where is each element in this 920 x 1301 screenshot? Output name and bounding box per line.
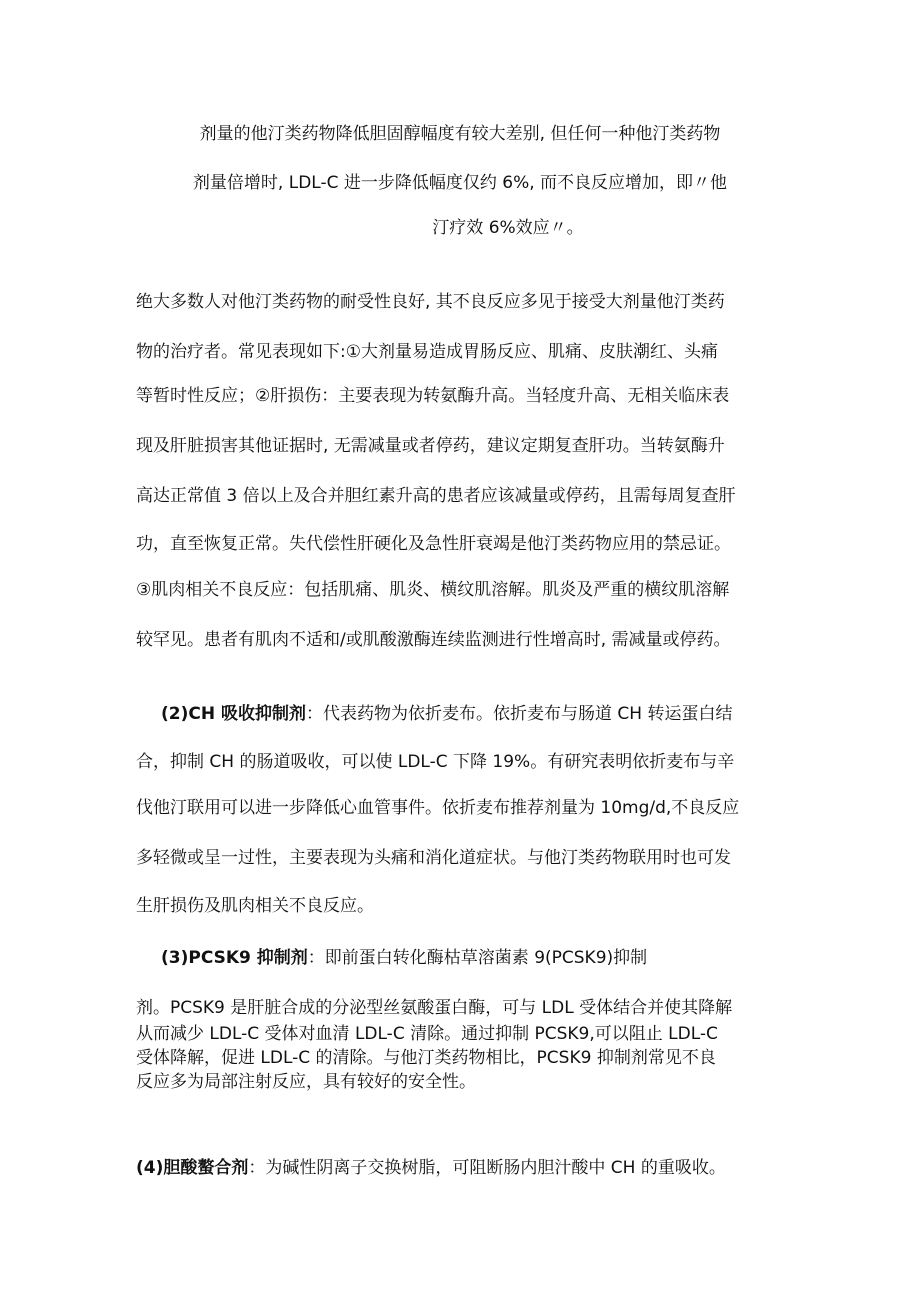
paragraph-1-line: 物的治疗者。常见表现如下:①大剂量易造成胃肠反应、肌痛、皮肤潮红、头痛: [136, 342, 718, 362]
intro-line-3: 汀疗效 6%效应〃。: [432, 218, 584, 238]
paragraph-2-line: 合，抑制 CH 的肠道吸收，可以使 LDL-C 下降 19%。有研究表明依折麦布与辛: [136, 752, 735, 772]
paragraph-3-line: 受体降解，促进 LDL-C 的清除。与他汀类药物相比，PCSK9 抑制剂常见不良: [136, 1048, 716, 1068]
paragraph-1-line: 高达正常值 3 倍以上及合并胆红素升高的患者应该减量或停药，且需每周复查肝: [136, 486, 736, 506]
paragraph-2-first-line: (2)CH 吸收抑制剂：代表药物为依折麦布。依折麦布与肠道 CH 转运蛋白结: [161, 704, 733, 724]
paragraph-1-line: 绝大多数人对他汀类药物的耐受性良好, 其不良反应多见于接受大剂量他汀类药: [136, 292, 725, 312]
paragraph-2-line: 伐他汀联用可以进一步降低心血管事件。依折麦布推荐剂量为 10mg/d,不良反应: [136, 798, 740, 818]
intro-line-2: 剂量倍增时, LDL-C 进一步降低幅度仅约 6%, 而不良反应增加，即〃他: [192, 173, 728, 193]
paragraph-3-line: 反应多为局部注射反应，具有较好的安全性。: [136, 1072, 476, 1092]
paragraph-2-line: 多轻微或呈一过性，主要表现为头痛和消化道症状。与他汀类药物联用时也可发: [136, 848, 731, 868]
intro-line-1: 剂量的他汀类药物降低胆固醇幅度有较大差别, 但任何一种他汀类药物: [199, 124, 721, 144]
paragraph-2-line: 生肝损伤及肌肉相关不良反应。: [136, 896, 374, 916]
section-heading-ch-absorption: (2)CH 吸收抑制剂: [161, 704, 306, 724]
paragraph-4-first-line: (4)胆酸螯合剂：为碱性阴离子交换树脂，可阻断肠内胆汁酸中 CH 的重吸收。: [136, 1158, 726, 1178]
section-heading-bile-acid: (4)胆酸螯合剂: [136, 1158, 249, 1178]
section-heading-pcsk9: (3)PCSK9 抑制剂: [161, 948, 308, 968]
paragraph-1-line: 较罕见。患者有肌肉不适和/或肌酸激酶连续监测进行性增高时, 需减量或停药。: [136, 630, 731, 650]
paragraph-1-line: 现及肝脏损害其他证据时, 无需减量或者停药，建议定期复查肝功。当转氨酶升: [136, 436, 725, 456]
paragraph-1-line: 等暂时性反应；②肝损伤：主要表现为转氨酶升高。当轻度升高、无相关临床表: [136, 386, 730, 406]
paragraph-3-line: 剂。PCSK9 是肝脏合成的分泌型丝氨酸蛋白酶，可与 LDL 受体结合并使其降解: [136, 998, 733, 1018]
paragraph-3-first-line: (3)PCSK9 抑制剂：即前蛋白转化酶枯草溶菌素 9(PCSK9)抑制: [161, 948, 648, 968]
paragraph-1-line: 功，直至恢复正常。失代偿性肝硬化及急性肝衰竭是他汀类药物应用的禁忌证。: [136, 534, 731, 554]
paragraph-1-line: ③肌肉相关不良反应：包括肌痛、肌炎、横纹肌溶解。肌炎及严重的横纹肌溶解: [136, 580, 730, 600]
paragraph-3-line: 从而减少 LDL-C 受体对血清 LDL-C 清除。通过抑制 PCSK9,可以阻止 LDL-C: [136, 1024, 718, 1044]
